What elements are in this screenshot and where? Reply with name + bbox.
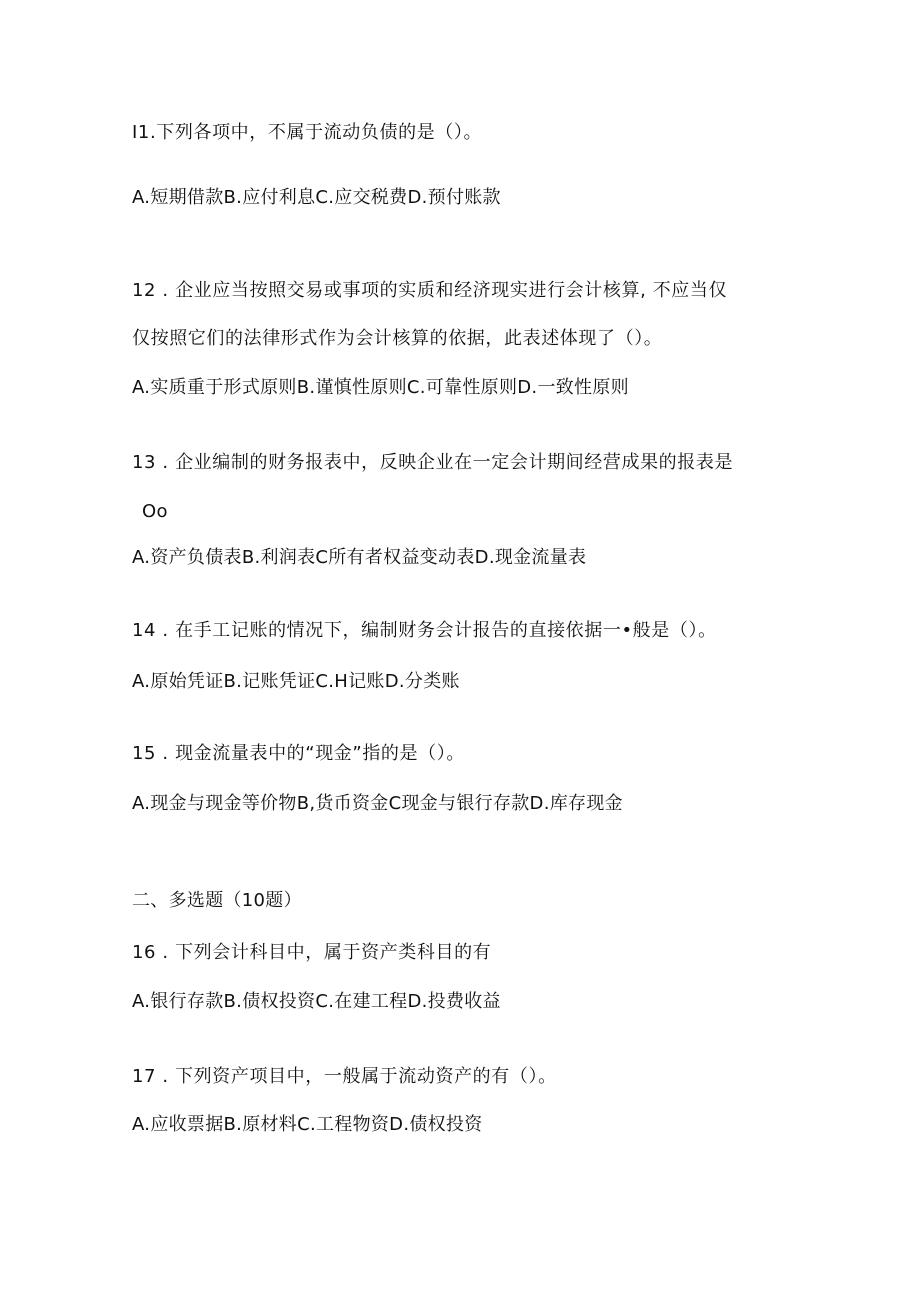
- question-11-stem: I1.下列各项中，不属于流动负债的是（）。: [132, 122, 483, 143]
- question-13-stem-line1: 13 . 企业编制的财务报表中，反映企业在一定会计期间经营成果的报表是: [132, 452, 734, 473]
- question-16-options: A.银行存款B.债权投资C.在建工程D.投费收益: [132, 991, 501, 1012]
- question-15-stem: 15 . 现金流量表中的“现金”指的是（）。: [132, 743, 465, 764]
- question-11-options: A.短期借款B.应付利息C.应交税费D.预付账款: [132, 187, 501, 208]
- question-12-options: A.实质重于形式原则B.谨慎性原则C.可靠性原则D.一致性原则: [132, 377, 629, 398]
- question-13-stem-line2: Oo: [142, 501, 168, 522]
- question-14-options: A.原始凭证B.记账凭证C.H记账D.分类账: [132, 671, 460, 692]
- section-heading-multiple-choice: 二、多选题（10题）: [132, 890, 302, 911]
- question-17-stem: 17 . 下列资产项目中，一般属于流动资产的有（）。: [132, 1066, 557, 1087]
- question-17-options: A.应收票据B.原材料C.工程物资D.债权投资: [132, 1114, 483, 1135]
- question-13-options: A.资产负债表B.利润表C所有者权益变动表D.现金流量表: [132, 547, 587, 568]
- question-15-options: A.现金与现金等价物B,货币资金C现金与银行存款D.库存现金: [132, 793, 623, 814]
- question-12-stem-line2: 仅按照它们的法律形式作为会计核算的依据，此表述体现了（）。: [132, 328, 663, 349]
- question-16-stem: 16 . 下列会计科目中，属于资产类科目的有: [132, 942, 492, 963]
- question-12-stem-line1: 12 . 企业应当按照交易或事项的实质和经济现实进行会计核算, 不应当仅: [132, 280, 728, 301]
- question-14-stem: 14 . 在手工记账的情况下，编制财务会计报告的直接依据一•般是（）。: [132, 620, 717, 641]
